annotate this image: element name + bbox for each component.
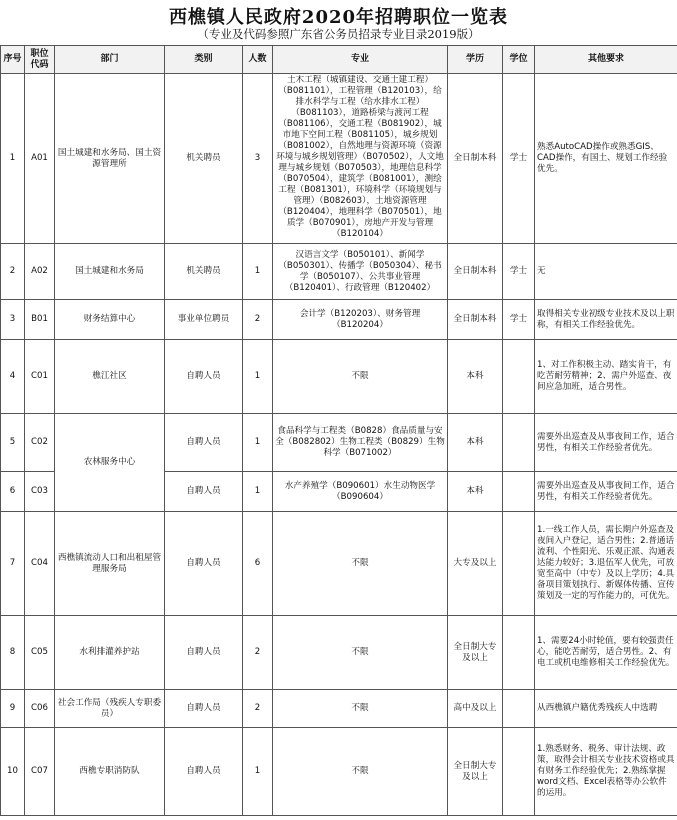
cell-count: 6 bbox=[243, 512, 273, 616]
cell-education: 本科 bbox=[448, 414, 503, 472]
cell-code: C02 bbox=[25, 414, 55, 472]
cell-seq: 10 bbox=[1, 728, 25, 816]
cell-count: 2 bbox=[243, 690, 273, 728]
cell-other: 需要外出巡查及从事夜间工作，适合男性，有相关工作经验者优先。 bbox=[535, 472, 677, 512]
header-major: 专业 bbox=[273, 46, 448, 74]
cell-dept: 水利排灌养护站 bbox=[55, 616, 165, 690]
header-degree: 学位 bbox=[503, 46, 535, 74]
cell-seq: 6 bbox=[1, 472, 25, 512]
header-education: 学历 bbox=[448, 46, 503, 74]
cell-education: 本科 bbox=[448, 472, 503, 512]
cell-code: C01 bbox=[25, 340, 55, 414]
cell-major: 不限 bbox=[273, 340, 448, 414]
table-row bbox=[1, 690, 677, 728]
header-category: 类别 bbox=[165, 46, 243, 74]
cell-education: 大专及以上 bbox=[448, 512, 503, 616]
cell-major: 不限 bbox=[273, 616, 448, 690]
cell-major-text: 土木工程（城镇建设、交通土建工程）（B081101），工程管理（B120103），给排水科学与工程（给水排水工程）（B081103），道路桥梁与渡河工程（B081106），交通工程（B081902），城市地下空间工程（B081105），城乡规划（B081002），自然地理与资源环境（资源环境与城乡规划管理）（B070502），人文地理与城乡规划（B070503），地理信息科学（B070504），建筑学（B081001），测绘工程（B081301），环境科学（环境规划与管理）（B082603），土地资源管理（B120404），地理科学（B070501），地质学（B070901），房地产开发与管理（B120104） bbox=[276, 75, 444, 239]
cell-other: 1.一线工作人员，需长期户外巡查及夜间入户登记，适合男性；2.普通话流利、个性阳光、乐观正派、沟通表达能力较好；3.退伍军人优先，可放宽至高中（中专）及以上学历；4.具备项目策划执行、新媒体传播、宣传策划及一定的写作能力的，可优先。 bbox=[535, 512, 677, 616]
table-row bbox=[1, 414, 677, 472]
cell-major: 不限 bbox=[273, 690, 448, 728]
cell-other: 1、对工作积极主动、踏实肯干，有吃苦耐劳精神；2、需户外巡查、夜间应急加班，适合男性。 bbox=[535, 340, 677, 414]
header-dept: 部门 bbox=[55, 46, 165, 74]
cell-count: 1 bbox=[243, 728, 273, 816]
cell-count: 2 bbox=[243, 300, 273, 340]
cell-education: 全日制大专及以上 bbox=[448, 728, 503, 816]
cell-education: 全日制本科 bbox=[448, 300, 503, 340]
cell-major bbox=[273, 74, 448, 244]
cell-seq: 7 bbox=[1, 512, 25, 616]
cell-degree bbox=[503, 728, 535, 816]
cell-count: 1 bbox=[243, 340, 273, 414]
table-row bbox=[1, 300, 677, 340]
cell-education: 全日制本科 bbox=[448, 244, 503, 300]
cell-code: B01 bbox=[25, 300, 55, 340]
cell-degree bbox=[503, 512, 535, 616]
cell-seq: 3 bbox=[1, 300, 25, 340]
header-other: 其他要求 bbox=[535, 46, 677, 74]
cell-other: 从西樵镇户籍优秀残疾人中选聘 bbox=[535, 690, 677, 728]
cell-education: 高中及以上 bbox=[448, 690, 503, 728]
cell-code: C05 bbox=[25, 616, 55, 690]
cell-major: 不限 bbox=[273, 728, 448, 816]
cell-seq: 1 bbox=[1, 74, 25, 244]
cell-degree: 学士 bbox=[503, 244, 535, 300]
cell-education: 全日制本科 bbox=[448, 74, 503, 244]
cell-seq: 2 bbox=[1, 244, 25, 300]
cell-count: 3 bbox=[243, 74, 273, 244]
cell-seq: 8 bbox=[1, 616, 25, 690]
cell-category: 机关聘员 bbox=[165, 74, 243, 244]
cell-other: 取得相关专业初级专业技术及以上职称，有相关工作经验优先。 bbox=[535, 300, 677, 340]
table-row bbox=[1, 616, 677, 690]
cell-category: 自聘人员 bbox=[165, 340, 243, 414]
header-code: 职位代码 bbox=[25, 46, 55, 74]
cell-degree bbox=[503, 414, 535, 472]
cell-major: 会计学（B120203）、财务管理（B120204） bbox=[273, 300, 448, 340]
cell-degree bbox=[503, 690, 535, 728]
cell-major: 汉语言文学（B050101）、新闻学（B050301）、传播学（B050304）、秘书学（B050107）、公共事业管理（B120401）、行政管理（B120402） bbox=[273, 244, 448, 300]
cell-dept: 西樵镇流动人口和出租屋管理服务局 bbox=[55, 512, 165, 616]
cell-other: 1.熟悉财务、税务、审计法规、政策，取得会计相关专业技术资格或具有财务工作经验优先；2.熟练掌握word文档、Excel表格等办公软件的运用。 bbox=[535, 728, 677, 816]
cell-category: 自聘人员 bbox=[165, 690, 243, 728]
cell-degree: 学士 bbox=[503, 74, 535, 244]
cell-category: 机关聘员 bbox=[165, 244, 243, 300]
cell-education: 全日制大专及以上 bbox=[448, 616, 503, 690]
table-row bbox=[1, 512, 677, 616]
cell-count: 1 bbox=[243, 472, 273, 512]
cell-seq: 4 bbox=[1, 340, 25, 414]
cell-dept: 财务结算中心 bbox=[55, 300, 165, 340]
cell-code: A01 bbox=[25, 74, 55, 244]
table-row bbox=[1, 74, 677, 244]
cell-other: 1、需要24小时轮值，要有较强责任心，能吃苦耐劳，适合男性。2、有电工或机电维修相关工作经验优先。 bbox=[535, 616, 677, 690]
cell-category: 自聘人员 bbox=[165, 472, 243, 512]
cell-code: C07 bbox=[25, 728, 55, 816]
cell-dept: 樵江社区 bbox=[55, 340, 165, 414]
cell-count: 1 bbox=[243, 414, 273, 472]
cell-major: 食品科学与工程类（B0828）食品质量与安全（B082802）生物工程类（B0829）生物科学（B071002） bbox=[273, 414, 448, 472]
cell-dept-merged: 农林服务中心 bbox=[55, 414, 165, 512]
table-row bbox=[1, 340, 677, 414]
cell-category: 自聘人员 bbox=[165, 728, 243, 816]
cell-dept: 国土城建和水务局、国土资源管理所 bbox=[55, 74, 165, 244]
page-title: 西樵镇人民政府2020年招聘职位一览表 bbox=[168, 7, 509, 28]
cell-code: C04 bbox=[25, 512, 55, 616]
cell-code: C06 bbox=[25, 690, 55, 728]
cell-degree bbox=[503, 340, 535, 414]
cell-major: 水产养殖学（B090601）水生动物医学（B090604） bbox=[273, 472, 448, 512]
cell-education: 本科 bbox=[448, 340, 503, 414]
table-row bbox=[1, 728, 677, 816]
cell-other: 熟悉AutoCAD操作或熟悉GIS、CAD操作，有国土、规划工作经验优先。 bbox=[535, 74, 677, 244]
cell-category: 自聘人员 bbox=[165, 616, 243, 690]
cell-category: 事业单位聘员 bbox=[165, 300, 243, 340]
page-subtitle: （专业及代码参照广东省公务员招录专业目录2019版） bbox=[197, 27, 480, 41]
cell-seq: 9 bbox=[1, 690, 25, 728]
cell-dept: 国土城建和水务局 bbox=[55, 244, 165, 300]
cell-category: 自聘人员 bbox=[165, 512, 243, 616]
cell-seq: 5 bbox=[1, 414, 25, 472]
table-row bbox=[1, 244, 677, 300]
cell-dept: 西樵专职消防队 bbox=[55, 728, 165, 816]
header-count: 人数 bbox=[243, 46, 273, 74]
cell-code: C03 bbox=[25, 472, 55, 512]
cell-major: 不限 bbox=[273, 512, 448, 616]
positions-table bbox=[0, 45, 677, 816]
cell-count: 1 bbox=[243, 244, 273, 300]
cell-other: 无 bbox=[535, 244, 677, 300]
header-seq: 序号 bbox=[1, 46, 25, 74]
header-row bbox=[1, 46, 677, 74]
cell-count: 2 bbox=[243, 616, 273, 690]
cell-other: 需要外出巡查及从事夜间工作，适合男性，有相关工作经验者优先。 bbox=[535, 414, 677, 472]
cell-dept: 社会工作局（残疾人专职委员） bbox=[55, 690, 165, 728]
cell-degree bbox=[503, 472, 535, 512]
cell-degree bbox=[503, 616, 535, 690]
cell-category: 自聘人员 bbox=[165, 414, 243, 472]
cell-code: A02 bbox=[25, 244, 55, 300]
cell-degree: 学士 bbox=[503, 300, 535, 340]
